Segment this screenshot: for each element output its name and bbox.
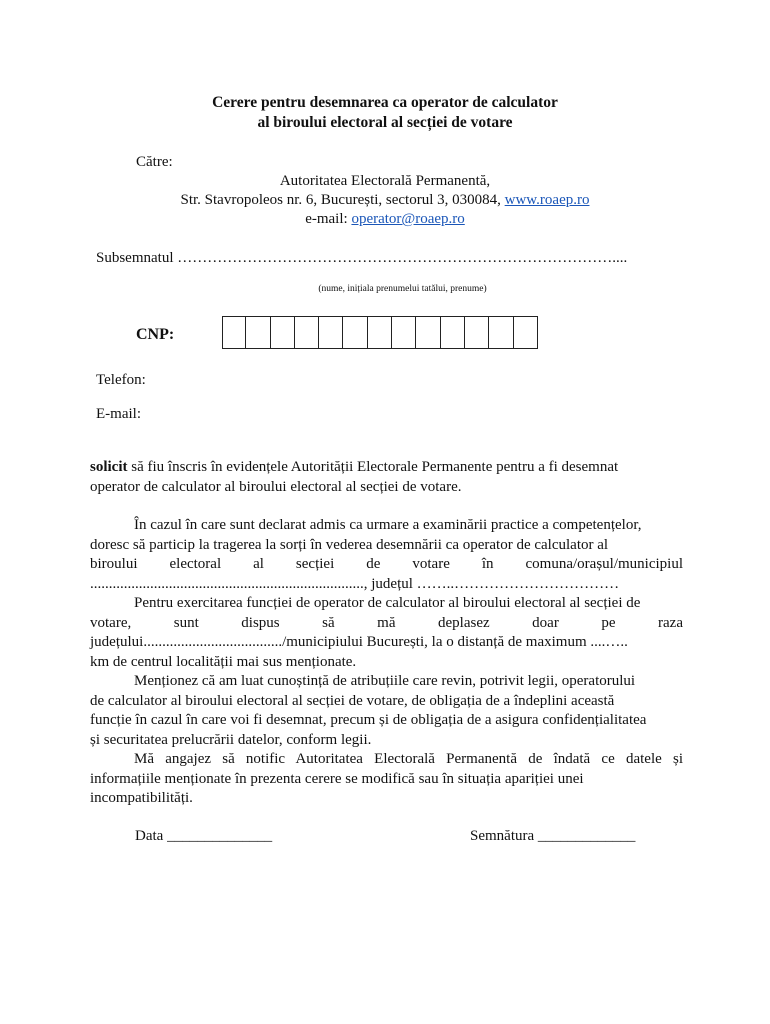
subsemnatul-field[interactable]: Subsemnatul …………………………………………………………………………….... [96,250,628,266]
p3-line-4: și securitatea prelucrării datelor, conform legii. [90,731,372,748]
recipient-name: Autoritatea Electorală Permanentă, [279,173,491,189]
body-paragraphs [90,516,683,809]
request-line-2: operator de calculator al biroului electoral al secției de votare. [90,478,462,495]
p3-line-3: funcție în cazul în care voi fi desemnat, precum și de obligația de a asigura confidențialitatea [90,712,647,728]
recipient-address [0,190,770,210]
email-link[interactable]: operator@roaep.ro [351,211,465,227]
cnp-digit-box[interactable] [343,316,367,349]
email-label[interactable]: E-mail: [96,406,141,422]
signature-field[interactable]: Semnătura _____________ [470,828,636,844]
solicit-word: solicit [90,459,128,475]
p2-line-4: km de centrul localității mai sus menționate. [90,653,357,670]
recipient-address-text: Str. Stavropoleos nr. 6, București, sectorul 3, 030084, [180,192,505,208]
telefon-label[interactable]: Telefon: [96,372,146,388]
p1-line-1: În cazul în care sunt declarat admis ca urmare a examinării practice a competențelor, [134,517,642,533]
cnp-input-boxes[interactable] [222,316,538,349]
cnp-digit-box[interactable] [465,316,489,349]
name-hint: (nume, inițiala prenumelui tatălui, prenume) [318,284,487,294]
cnp-digit-box[interactable] [222,316,246,349]
cnp-digit-box[interactable] [514,316,538,349]
p3-line-1: Menționez că am luat cunoștință de atribuțiile care revin, potrivit legii, operatorului [134,673,636,689]
cnp-digit-box[interactable] [392,316,416,349]
date-field[interactable]: Data ______________ [135,828,273,844]
recipient-email-prefix: e-mail: [305,211,352,227]
request-line-1-text: să fiu înscris în evidențele Autorității Electorale Permanente pentru a fi desemnat [127,459,619,475]
cnp-digit-box[interactable] [489,316,513,349]
cnp-digit-box[interactable] [271,316,295,349]
p2-line-2: votare, sunt dispus să mă deplasez doar pe raza [90,614,683,631]
cnp-digit-box[interactable] [368,316,392,349]
cnp-digit-box[interactable] [441,316,465,349]
p4-line-3: incompatibilități. [90,790,193,806]
p4-line-1: Mă angajez să notific Autoritatea Electorală Permanentă de îndată ce datele și [134,751,683,767]
website-link[interactable]: www.roaep.ro [504,192,590,208]
recipient-email [0,209,770,229]
p1-line-4[interactable]: ........................................................................., județul ……..…………………………… [90,575,620,592]
p3-line-2: de calculator al biroului electoral al secției de votare, de obligația de a îndeplini această [90,692,615,709]
p2-line-1: Pentru exercitarea funcției de operator de calculator al biroului electoral al secției de [134,595,641,611]
request-line-1 [90,458,683,478]
cnp-digit-box[interactable] [246,316,270,349]
cnp-digit-box[interactable] [295,316,319,349]
p1-line-2: doresc să particip la tragerea la sorți în vederea desemnării ca operator de calculator al [90,536,609,553]
cnp-digit-box[interactable] [416,316,440,349]
p1-line-3: biroului electoral al secției de votare în comuna/orașul/municipiul [90,556,683,572]
request-paragraph [90,458,683,497]
cnp-label: CNP: [136,326,175,343]
document-title-line-1: Cerere pentru desemnarea ca operator de calculator [212,94,558,111]
p2-line-3[interactable]: județului...................................../municipiului București, la o distanță de maximum ....….. [90,634,628,650]
document-title-line-2: al biroului electoral al secției de votare [257,114,513,131]
cnp-digit-box[interactable] [319,316,343,349]
recipient-label: Către: [136,154,173,170]
p4-line-2: informațiile menționate în prezenta cerere se modifică sau în situația apariției unei [90,770,584,787]
